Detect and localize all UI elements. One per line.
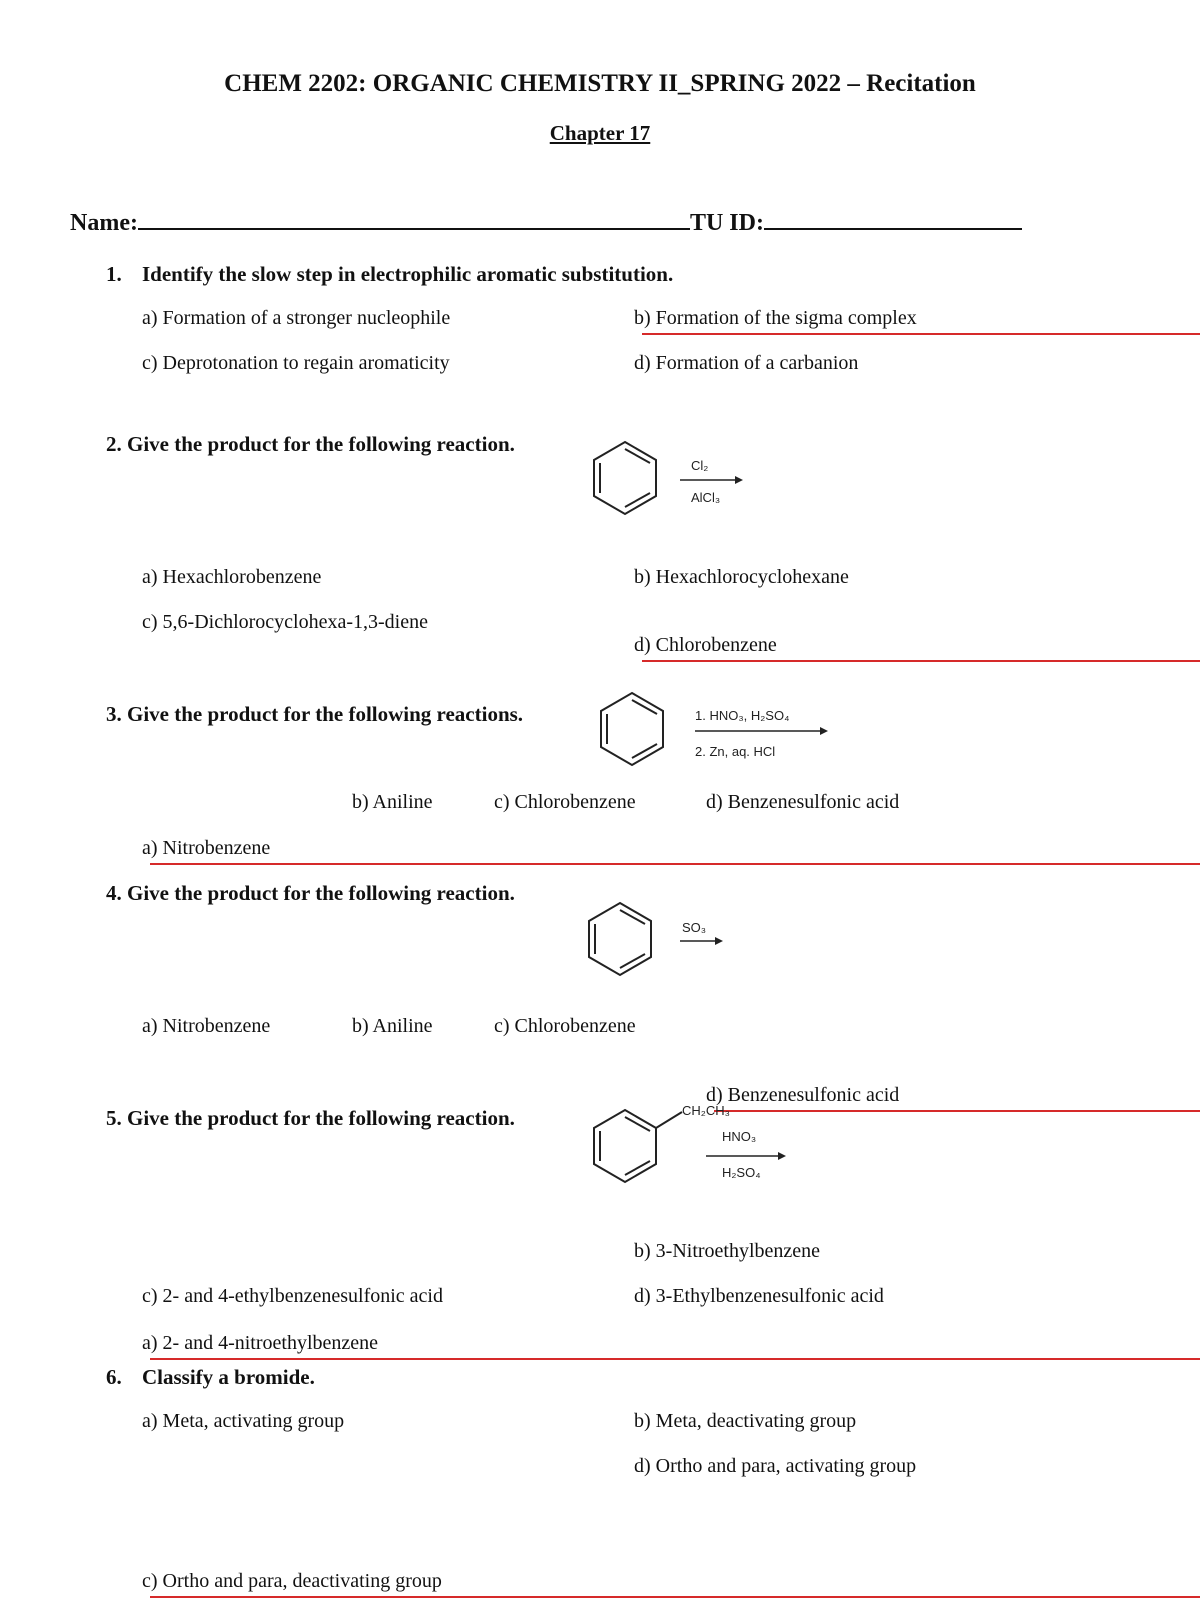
question-4-prompt: Give the product for the following reaction.: [127, 881, 515, 905]
question-5-number: 5.: [106, 1106, 122, 1130]
q3-option-a-marked[interactable]: a) Nitrobenzene: [142, 837, 1200, 860]
tu-id-blank-line[interactable]: [764, 227, 1022, 230]
q5-reagent-above: HNO₃: [722, 1129, 757, 1144]
name-label: Name:: [70, 210, 138, 236]
q3-reaction-scheme: [592, 690, 842, 772]
q5-option-b[interactable]: b) 3-Nitroethylbenzene: [634, 1240, 821, 1262]
q5-option-a-marked[interactable]: a) 2- and 4-nitroethylbenzene: [142, 1332, 1200, 1355]
question-2-number: 2.: [106, 432, 122, 456]
q4-option-d-marked[interactable]: d) Benzenesulfonic acid: [706, 1084, 1200, 1107]
benzene-ring-icon: [589, 903, 651, 975]
question-3-prompt: Give the product for the following reactions.: [127, 702, 524, 726]
question-2-prompt: Give the product for the following reaction.: [127, 432, 515, 456]
q5-option-d[interactable]: d) 3-Ethylbenzenesulfonic acid: [634, 1285, 884, 1307]
question-6-number: 6.: [106, 1365, 122, 1389]
benzene-ring-icon: [601, 693, 663, 765]
q3-option-c[interactable]: c) Chlorobenzene: [494, 791, 636, 813]
benzene-ring-icon: [594, 1110, 682, 1182]
q5-reaction-scheme: [580, 1098, 810, 1190]
chapter-heading: Chapter 17: [549, 121, 651, 145]
q1-option-b-marked[interactable]: b) Formation of the sigma complex: [634, 307, 1200, 330]
q4-option-b[interactable]: b) Aniline: [352, 1015, 433, 1037]
question-1-prompt: Identify the slow step in electrophilic aromatic substitution.: [142, 262, 674, 286]
question-5-prompt: Give the product for the following reaction.: [127, 1106, 515, 1130]
arrow-head-icon: [715, 937, 723, 945]
q6-option-b[interactable]: b) Meta, deactivating group: [634, 1410, 857, 1432]
student-info-row: [70, 210, 1022, 237]
q3-option-d[interactable]: d) Benzenesulfonic acid: [706, 791, 900, 813]
question-5-prompt-line: [106, 1106, 515, 1131]
question-1-number: 1.: [106, 262, 122, 286]
q5-substituent-label: CH₂CH₃: [682, 1103, 730, 1118]
q3-option-b[interactable]: b) Aniline: [352, 791, 433, 813]
q1-option-d[interactable]: d) Formation of a carbanion: [634, 352, 859, 374]
q3-reagent-step-2: 2. Zn, aq. HCl: [695, 744, 776, 759]
q2-option-b[interactable]: b) Hexachlorocyclohexane: [634, 566, 849, 588]
q6-option-d[interactable]: d) Ortho and para, activating group: [634, 1455, 917, 1477]
q4-reagent-above: SO₃: [682, 920, 707, 935]
q4-option-a[interactable]: a) Nitrobenzene: [142, 1015, 271, 1037]
q1-option-c[interactable]: c) Deprotonation to regain aromaticity: [142, 352, 450, 374]
tu-id-label: TU ID:: [689, 210, 764, 236]
q5-option-c[interactable]: c) 2- and 4-ethylbenzenesulfonic acid: [142, 1285, 443, 1307]
question-4-prompt-line: [106, 881, 515, 906]
q4-reaction-scheme: [580, 900, 740, 982]
q2-reaction-scheme: [585, 440, 755, 520]
arrow-head-icon: [778, 1152, 786, 1160]
question-2-prompt-line: [106, 432, 515, 457]
question-4-number: 4.: [106, 881, 122, 905]
q4-option-c[interactable]: c) Chlorobenzene: [494, 1015, 636, 1037]
arrow-head-icon: [820, 727, 828, 735]
q1-option-a[interactable]: a) Formation of a stronger nucleophile: [142, 307, 451, 329]
question-6-prompt: Classify a bromide.: [142, 1365, 315, 1389]
q2-reagent-below: AlCl₃: [691, 490, 721, 505]
q5-reagent-below: H₂SO₄: [722, 1165, 761, 1180]
q2-option-d-marked[interactable]: d) Chlorobenzene: [634, 634, 1200, 657]
arrow-head-icon: [735, 476, 743, 484]
question-3-number: 3.: [106, 702, 122, 726]
benzene-ring-icon: [594, 442, 656, 514]
question-3-prompt-line: [106, 702, 523, 727]
q6-option-c-marked[interactable]: c) Ortho and para, deactivating group: [142, 1570, 1200, 1593]
q6-option-a[interactable]: a) Meta, activating group: [142, 1410, 345, 1432]
q2-option-c[interactable]: c) 5,6-Dichlorocyclohexa-1,3-diene: [142, 611, 428, 633]
q3-reagent-step-1: 1. HNO₃, H₂SO₄: [695, 708, 790, 723]
q2-reagent-above: Cl₂: [691, 458, 709, 473]
q2-option-a[interactable]: a) Hexachlorobenzene: [142, 566, 322, 588]
worksheet-title: CHEM 2202: ORGANIC CHEMISTRY II_SPRING 2022 – Recitation: [224, 70, 976, 97]
name-blank-line[interactable]: [138, 227, 690, 230]
